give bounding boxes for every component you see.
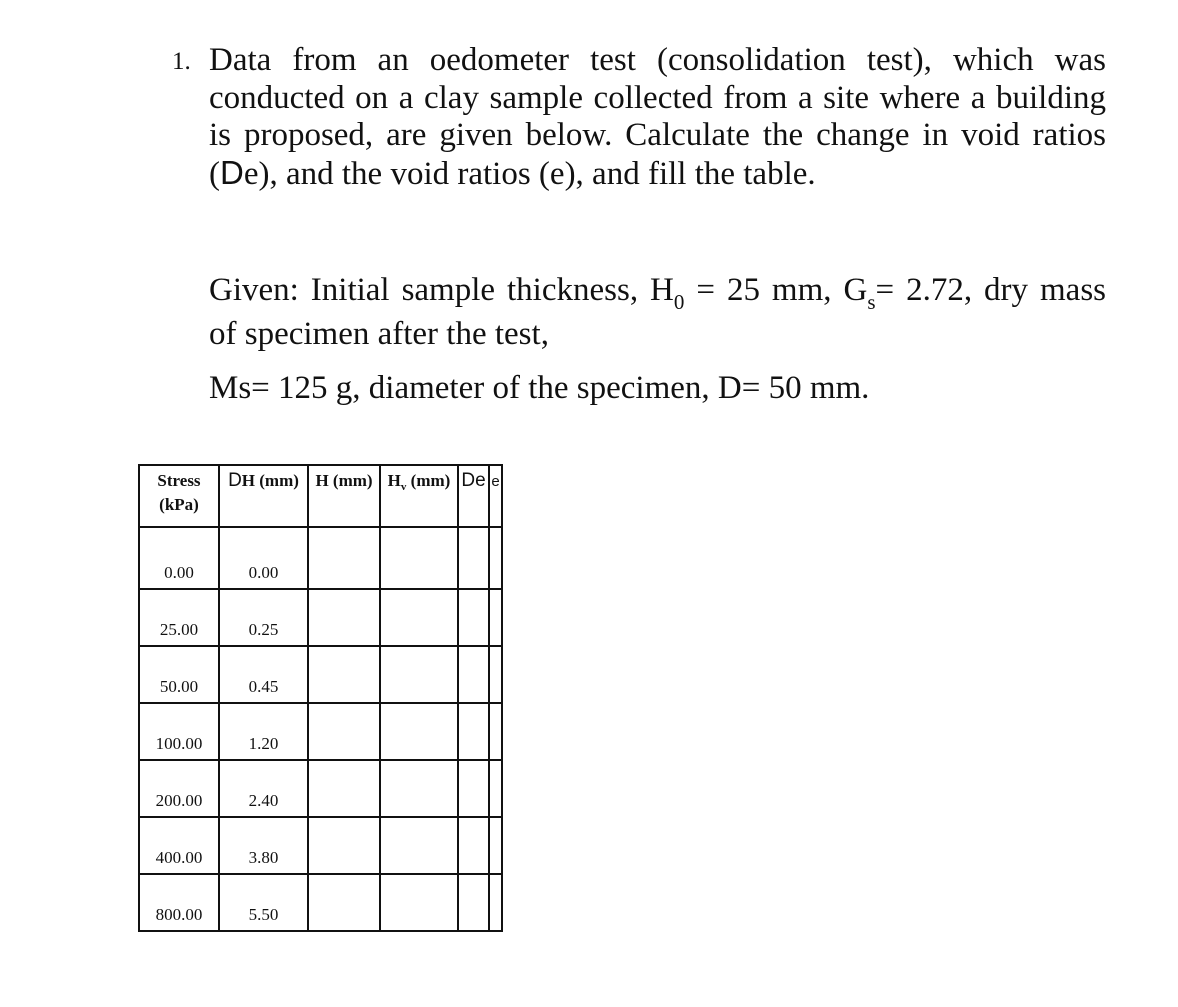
cell-h (308, 817, 380, 874)
question-line: is proposed, are given below. Calculate the change in void ratios (209, 117, 1106, 153)
question-line: conducted on a clay sample collected from a site where a building (209, 80, 1106, 116)
cell-hv (380, 527, 458, 589)
header-text: e (475, 470, 486, 491)
table-row (139, 817, 502, 874)
cell-hv (380, 817, 458, 874)
cell-h (308, 646, 380, 703)
cell-stress: 0.00 (139, 527, 219, 589)
header-delta-e (458, 465, 489, 527)
header-text: H (387, 471, 401, 490)
question-line: Data from an oedometer test (consolidation test), which was (209, 42, 1106, 78)
cell-delta-h: 5.50 (219, 874, 308, 931)
cell-e (489, 703, 502, 760)
cell-stress: 100.00 (139, 703, 219, 760)
cell-e (489, 646, 502, 703)
header-hv (380, 465, 458, 527)
cell-stress: 50.00 (139, 646, 219, 703)
cell-hv (380, 646, 458, 703)
cell-delta-h: 2.40 (219, 760, 308, 817)
cell-delta-e (458, 817, 489, 874)
question-line-rest: e), and the void ratios (e), and fill the table. (243, 156, 816, 192)
cell-hv (380, 703, 458, 760)
cell-delta-h: 0.25 (219, 589, 308, 646)
cell-h (308, 703, 380, 760)
cell-h (308, 589, 380, 646)
cell-e (489, 589, 502, 646)
given-text: = 25 mm, G (684, 272, 868, 308)
cell-delta-e (458, 589, 489, 646)
header-stress-unit: (kPa) (159, 495, 199, 514)
cell-hv (380, 589, 458, 646)
cell-stress: 800.00 (139, 874, 219, 931)
header-text: H (mm) (241, 471, 299, 490)
cell-delta-e (458, 760, 489, 817)
table-row (139, 527, 502, 589)
given-line-1 (209, 272, 1106, 312)
cell-delta-h: 0.00 (219, 527, 308, 589)
question-line (209, 154, 1106, 193)
given-text: Given: Initial sample thickness, H (209, 272, 674, 308)
cell-delta-h: 3.80 (219, 817, 308, 874)
header-stress (139, 465, 219, 527)
cell-e (489, 817, 502, 874)
cell-delta-e (458, 527, 489, 589)
header-h: H (mm) (308, 465, 380, 527)
cell-delta-e (458, 646, 489, 703)
cell-delta-e (458, 874, 489, 931)
header-text: e (491, 473, 500, 490)
subscript-0: 0 (673, 290, 685, 314)
given-line-3: Ms= 125 g, diameter of the specimen, D= 50 mm. (209, 370, 870, 406)
oedometer-table (138, 464, 503, 932)
cell-h (308, 874, 380, 931)
cell-stress: 25.00 (139, 589, 219, 646)
table-header-row (139, 465, 502, 527)
question-paren: ( (209, 156, 220, 192)
subscript-s: s (867, 290, 876, 314)
delta-symbol: D (220, 154, 244, 191)
cell-stress: 200.00 (139, 760, 219, 817)
cell-h (308, 760, 380, 817)
table-row (139, 589, 502, 646)
cell-e (489, 874, 502, 931)
question-number: 1. (172, 48, 191, 75)
cell-hv (380, 874, 458, 931)
cell-hv (380, 760, 458, 817)
delta-symbol: D (228, 470, 242, 491)
given-text: = 2.72, dry mass (875, 272, 1107, 308)
table-row (139, 760, 502, 817)
header-text: (mm) (406, 471, 451, 490)
given-line-2: of specimen after the test, (209, 316, 549, 352)
table-row (139, 874, 502, 931)
subscript-v: v (400, 481, 407, 493)
header-stress-line: Stress (157, 471, 201, 490)
header-delta-h (219, 465, 308, 527)
cell-e (489, 527, 502, 589)
header-e (489, 465, 502, 527)
table-row (139, 703, 502, 760)
cell-delta-h: 0.45 (219, 646, 308, 703)
cell-delta-e (458, 703, 489, 760)
cell-stress: 400.00 (139, 817, 219, 874)
cell-delta-h: 1.20 (219, 703, 308, 760)
table-row (139, 646, 502, 703)
delta-symbol: D (461, 470, 476, 491)
cell-h (308, 527, 380, 589)
cell-e (489, 760, 502, 817)
